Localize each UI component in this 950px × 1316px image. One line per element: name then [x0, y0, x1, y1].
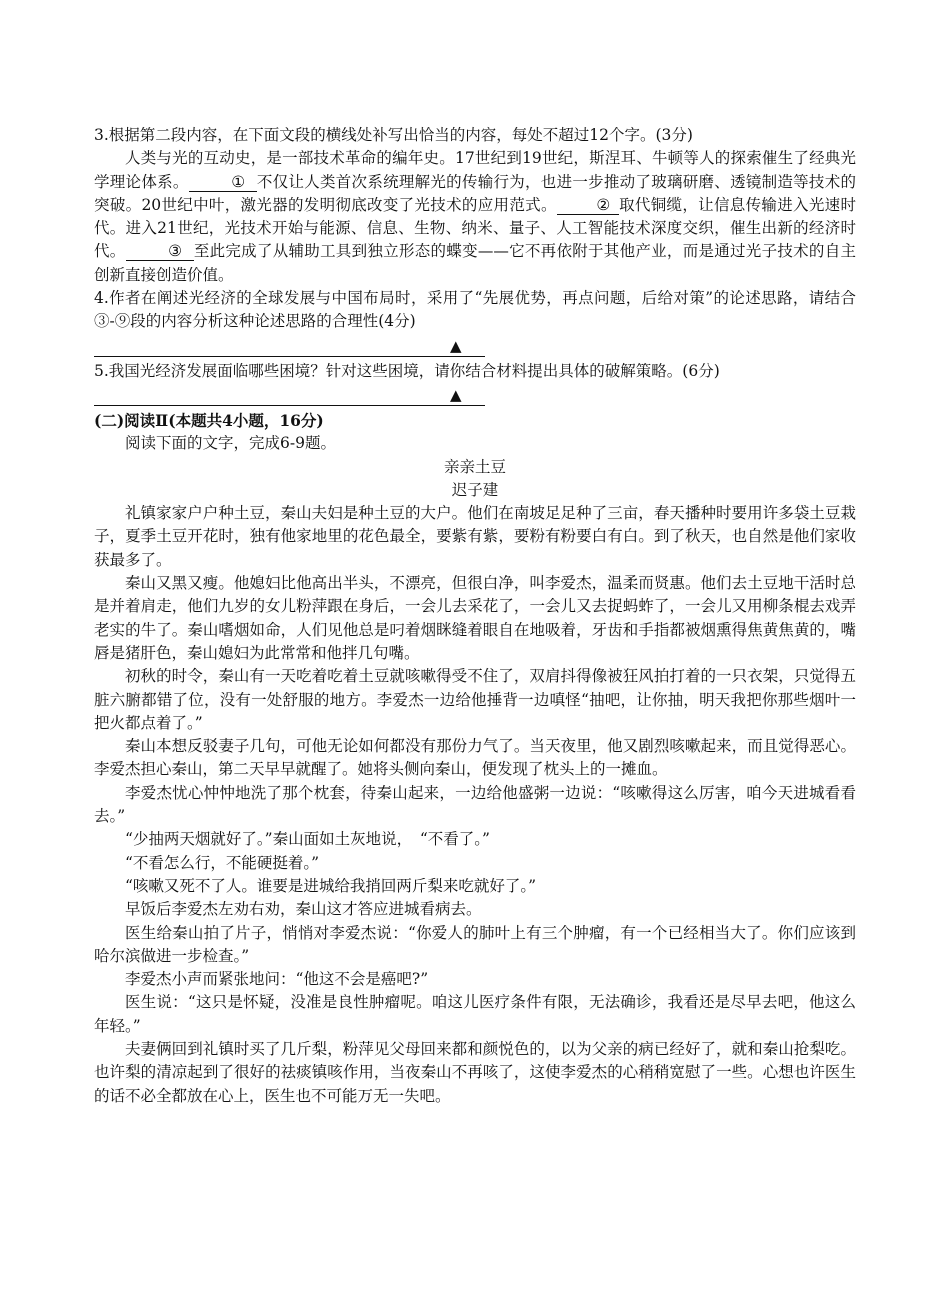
story-paragraph: 夫妻俩回到礼镇时买了几斤梨，粉萍见父母回来都和颜悦色的，以为父亲的病已经好了，就和秦山抢梨吃。也许梨的清凉起到了很好的祛痰镇咳作用，当夜秦山不再咳了，这使李爱杰的心稍稍宽慰了一些。心想也许医生的话不必全都放在心上，医生也不可能万无一失吧。 [94, 1039, 856, 1105]
question-5-title: 5.我国光经济发展面临哪些困境？针对这些困境，请你结合材料提出具体的破解策略。(6分) [94, 361, 720, 380]
answer-rule [94, 356, 485, 357]
story-paragraph: 医生说：“这只是怀疑，没准是良性肿瘤呢。咱这儿医疗条件有限，无法确诊，我看还是尽早去吧，他这么年轻。” [94, 993, 856, 1035]
blank-1[interactable]: ① [189, 173, 257, 192]
story-paragraph: “不看怎么行，不能硬挺着。” [125, 853, 320, 872]
story-paragraph: 李爱杰小声而紧张地问：“他这不会是癌吧?” [125, 970, 429, 989]
story-paragraph: 秦山本想反驳妻子几句，可他无论如何都没有那份力气了。当天夜里，他又剧烈咳嗽起来，而且觉得恶心。李爱杰担心秦山，第二天早早就醒了。她将头侧向秦山，便发现了枕头上的一摊血。 [94, 737, 856, 779]
passage-part-4: 至此完成了从辅助工具到独立形态的蝶变——它不再依附于其他产业，而是通过光子技术的自主创新直接创造价值。 [94, 242, 856, 284]
answer-marker-icon: ▲ [450, 336, 462, 355]
passage-part-1: 人类与光的互动史，是一部技术革命的编年史。17世纪到19世纪，斯涅耳、牛顿等人的探索催生了经典光学理论体系。 [94, 149, 856, 191]
section-2-heading: (二)阅读Ⅱ(本题共4小题，16分) [94, 410, 324, 430]
story-paragraph: 医生给秦山拍了片子，悄悄对李爱杰说：“你爱人的肺叶上有三个肿瘤，有一个已经相当大了。你们应该到哈尔滨做进一步检查。” [94, 923, 856, 965]
story-paragraph: 早饭后李爱杰左劝右劝，秦山这才答应进城看病去。 [125, 900, 482, 919]
section-2-instruction: 阅读下面的文字，完成6-9题。 [125, 434, 336, 453]
passage-part-3: 取代铜缆，让信息传输进入光速时代。进入21世纪，光技术开始与能源、信息、生物、纳米、量子、人工智能技术深度交织，催生出新的经济时代。 [94, 195, 856, 261]
question-4-title: 4.作者在阐述光经济的全球发展与中国布局时，采用了“先展优势，再点问题，后给对策”的论述思路，请结合③-⑨段的内容分析这种论述思路的合理性(4分) [94, 289, 856, 331]
answer-marker-icon: ▲ [450, 385, 462, 404]
question-3-passage [94, 147, 856, 287]
story-paragraph: 初秋的时令，秦山有一天吃着吃着土豆就咳嗽得受不住了，双肩抖得像被狂风拍打着的一只衣架，只觉得五脏六腑都错了位，没有一处舒服的地方。李爱杰一边给他捶背一边嗔怪“抽吧，让你抽，明天我把你那些烟叶一把火都点着了。” [94, 667, 856, 732]
story-paragraph: “咳嗽又死不了人。谁要是进城给我捎回两斤梨来吃就好了。” [125, 876, 537, 895]
story-paragraph: 秦山又黑又瘦。他媳妇比他高出半头，不漂亮，但很白净，叫李爱杰，温柔而贤惠。他们去土豆地干活时总是并着肩走，他们九岁的女儿粉萍跟在身后，一会儿去采花了，一会儿又去捉蚂蚱了，一会儿又用柳条棍去戏弄老实的牛了。秦山嗜烟如命，人们见他总是叼着烟眯缝着眼自在地吸着，牙齿和手指都被烟熏得焦黄焦黄的，嘴唇是猪肝色，秦山媳妇为此常常和他拌几句嘴。 [94, 574, 856, 662]
story-paragraph: “少抽两天烟就好了。”秦山面如土灰地说， “不看了。” [125, 830, 490, 849]
question-3-title: 3.根据第二段内容，在下面文段的横线处补写出恰当的内容，每处不超过12个字。(3分) [94, 126, 693, 144]
question-4-answer-line[interactable] [94, 336, 856, 360]
passage-part-2: 不仅让人类首次系统理解光的传输行为，也进一步推动了玻璃研磨、透镜制造等技术的突破。20世纪中叶，激光器的发明彻底改变了光技术的应用范式。 [94, 172, 856, 214]
story-author: 迟子建 [451, 480, 499, 499]
story-paragraph: 李爱杰忧心忡忡地洗了那个枕套，待秦山起来，一边给他盛粥一边说：“咳嗽得这么厉害，咱今天进城看看去。” [94, 783, 856, 826]
story-paragraph: 礼镇家家户户种土豆，秦山夫妇是种土豆的大户。他们在南坡足足种了三亩，春天播种时要用许多袋土豆栽子，夏季土豆开花时，独有他家地里的花色最全，要紫有紫，要粉有粉要白有白。到了秋天，也自然是他们家收获最多了。 [94, 504, 856, 569]
blank-3[interactable]: ③ [126, 242, 194, 261]
blank-2[interactable]: ② [557, 196, 619, 215]
exam-page [94, 124, 856, 1108]
answer-rule [94, 405, 485, 406]
story-title: 亲亲土豆 [443, 457, 506, 476]
question-5-answer-line[interactable] [94, 385, 856, 409]
